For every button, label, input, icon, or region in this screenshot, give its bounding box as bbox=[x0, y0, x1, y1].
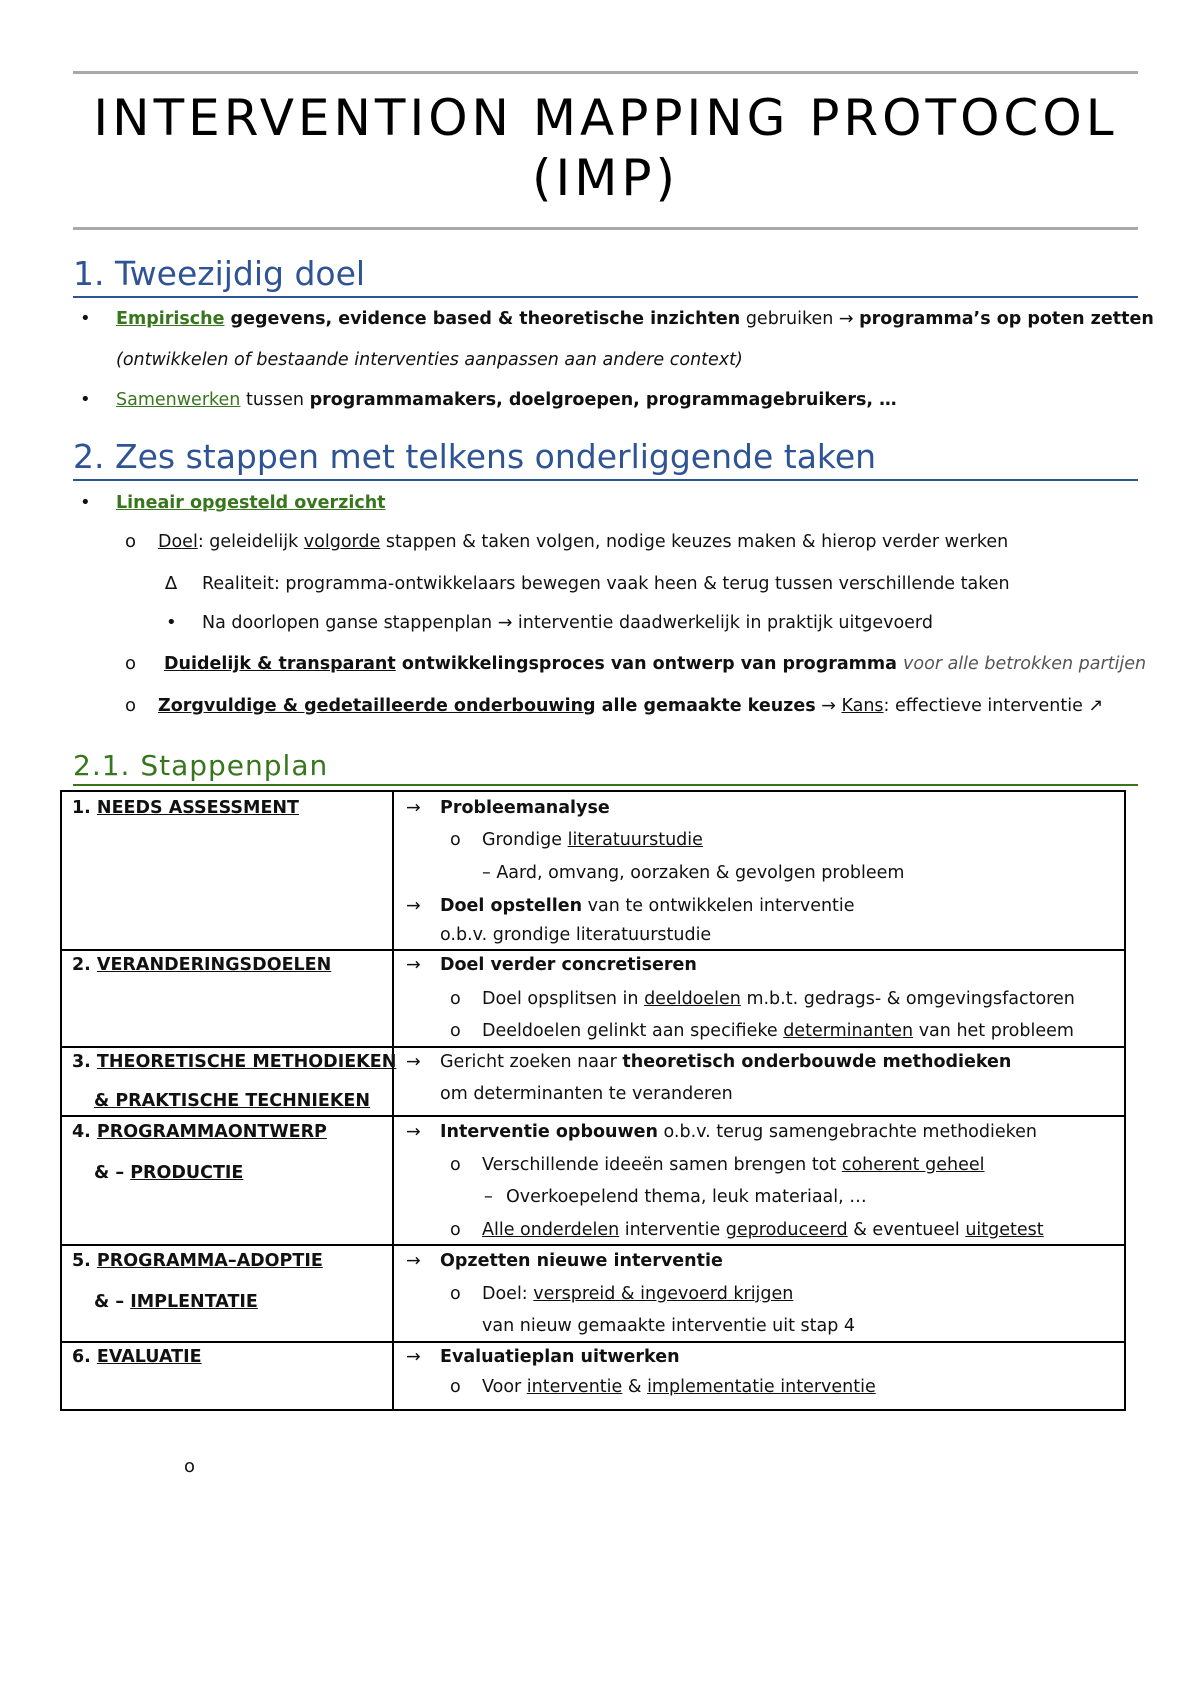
heading-stappenplan: 2.1. Stappenplan bbox=[73, 749, 1138, 786]
row-text: o.b.v. grondige literatuurstudie bbox=[440, 925, 712, 945]
text-doel: Doel bbox=[158, 532, 198, 552]
row-text-part: Voor bbox=[482, 1377, 527, 1397]
arrow-icon: → bbox=[406, 896, 421, 916]
row-text bbox=[440, 894, 855, 918]
row-text-part: literatuurstudie bbox=[567, 830, 703, 850]
bullet-icon: • bbox=[80, 492, 91, 513]
title-rule-top bbox=[73, 71, 1138, 74]
table-row bbox=[61, 1116, 1125, 1245]
list-item-doel bbox=[158, 530, 1008, 554]
row-text-part: & bbox=[622, 1377, 648, 1397]
row-text bbox=[440, 1120, 1037, 1144]
table-cell-description bbox=[393, 791, 1125, 950]
row-text-part: Doel: bbox=[482, 1284, 534, 1304]
text-samenwerken: Samenwerken bbox=[116, 390, 241, 410]
step-label bbox=[72, 1120, 327, 1144]
step-name: & PRAKTISCHE TECHNIEKEN bbox=[94, 1091, 371, 1111]
step-number: 4. bbox=[72, 1122, 97, 1142]
text-kans: Kans bbox=[841, 696, 884, 716]
row-text-part: verspreid & ingevoerd krijgen bbox=[533, 1284, 794, 1304]
text-gemaakte-keuzes: alle gemaakte keuzes bbox=[595, 696, 816, 716]
arrow-icon: → bbox=[406, 1122, 421, 1142]
row-text: Overkoepelend thema, leuk materiaal, … bbox=[506, 1187, 867, 1207]
list-item-duidelijk bbox=[164, 652, 1146, 676]
step-name: THEORETISCHE METHODIEKEN bbox=[96, 1052, 397, 1072]
table-cell-step bbox=[61, 1342, 393, 1410]
arrow-icon: → bbox=[406, 1052, 421, 1072]
bullet-icon: • bbox=[80, 389, 91, 410]
row-text-part: interventie bbox=[526, 1377, 623, 1397]
list-item-zorgvuldig bbox=[158, 694, 1103, 718]
circle-bullet-icon: o bbox=[125, 531, 137, 552]
text-betrokken-partijen: voor alle betrokken partijen bbox=[903, 654, 1147, 674]
step-label-line-2 bbox=[94, 1161, 243, 1185]
step-name: NEEDS ASSESSMENT bbox=[96, 798, 299, 818]
text-gegevens: gegevens, evidence based & theoretische inzichten bbox=[224, 309, 741, 329]
row-text: Opzetten nieuwe interventie bbox=[440, 1251, 723, 1271]
row-text-part: Doel opsplitsen in bbox=[482, 989, 645, 1009]
circle-bullet-icon: o bbox=[450, 830, 461, 850]
row-text-part: & eventueel bbox=[847, 1220, 966, 1240]
step-number: 6. bbox=[72, 1347, 97, 1367]
row-text-part: uitgetest bbox=[965, 1220, 1044, 1240]
circle-bullet-icon: o bbox=[125, 653, 137, 674]
row-text bbox=[482, 828, 703, 852]
table-cell-description bbox=[393, 1116, 1125, 1245]
row-text-part: Deeldoelen gelinkt aan specifieke bbox=[482, 1021, 784, 1041]
step-number: 5. bbox=[72, 1251, 97, 1271]
circle-bullet-icon: o bbox=[450, 1220, 461, 1240]
table-row bbox=[61, 1342, 1125, 1410]
title-line-2: (IMP) bbox=[531, 149, 680, 207]
list-item-lineair: Lineair opgesteld overzicht bbox=[116, 493, 386, 513]
table-row bbox=[61, 791, 1125, 950]
delta-icon: ∆ bbox=[165, 573, 178, 594]
step-number: 3. bbox=[72, 1052, 97, 1072]
row-text: Doel verder concretiseren bbox=[440, 955, 697, 975]
row-text-part: Alle onderdelen bbox=[482, 1220, 620, 1240]
bullet-icon: • bbox=[166, 612, 177, 633]
table-cell-description bbox=[393, 1342, 1125, 1410]
list-item-samenwerken bbox=[116, 388, 897, 412]
row-text: – Aard, omvang, oorzaken & gevolgen probleem bbox=[482, 863, 905, 883]
row-text-part: interventie bbox=[619, 1220, 726, 1240]
row-text bbox=[482, 1375, 876, 1399]
table-row bbox=[61, 1245, 1125, 1342]
circle-bullet-icon: o bbox=[450, 1284, 461, 1304]
bullet-icon: • bbox=[80, 308, 91, 329]
circle-bullet-icon: o bbox=[184, 1456, 196, 1477]
step-label bbox=[72, 1249, 323, 1273]
title-rule-bottom bbox=[73, 227, 1138, 230]
step-label-line-2 bbox=[94, 1089, 370, 1113]
step-name-part: IMPLENTATIE bbox=[130, 1292, 258, 1312]
row-text-part: van te ontwikkelen interventie bbox=[582, 896, 855, 916]
row-text bbox=[482, 1218, 1044, 1242]
arrow-icon: → bbox=[406, 1251, 421, 1271]
list-item-doorlopen: Na doorlopen ganse stappenplan → interventie daadwerkelijk in praktijk uitgevoerd bbox=[202, 613, 933, 633]
step-name: PROGRAMMAONTWERP bbox=[96, 1122, 327, 1142]
row-text-part: van het probleem bbox=[913, 1021, 1074, 1041]
step-name-part: PRODUCTIE bbox=[130, 1163, 244, 1183]
text-ontwikkelingsproces: ontwikkelingsproces van ontwerp van programma bbox=[395, 654, 904, 674]
row-text-part: coherent geheel bbox=[841, 1155, 985, 1175]
text-stappen: stappen & taken volgen, nodige keuzes maken & hierop verder werken bbox=[380, 532, 1009, 552]
circle-bullet-icon: o bbox=[450, 989, 461, 1009]
row-text bbox=[482, 1282, 793, 1306]
text-programmas: programma’s op poten zetten bbox=[859, 309, 1154, 329]
row-text-part: Interventie opbouwen bbox=[440, 1122, 658, 1142]
row-text: Probleemanalyse bbox=[440, 798, 610, 818]
text-empirische: Empirische bbox=[116, 309, 225, 329]
list-item-empirische bbox=[116, 307, 1154, 331]
circle-bullet-icon: o bbox=[450, 1155, 461, 1175]
dash-icon: – bbox=[484, 1187, 493, 1207]
document-title bbox=[73, 88, 1138, 208]
circle-bullet-icon: o bbox=[450, 1377, 461, 1397]
arrow-icon: → bbox=[406, 955, 421, 975]
row-text bbox=[440, 1050, 1011, 1074]
title-line-1: INTERVENTION MAPPING PROTOCOL bbox=[93, 89, 1118, 147]
row-text: om determinanten te veranderen bbox=[440, 1084, 733, 1104]
table-cell-step bbox=[61, 1245, 393, 1342]
table-cell-step bbox=[61, 1116, 393, 1245]
row-text-part: m.b.t. gedrags- & omgevingsfactoren bbox=[740, 989, 1075, 1009]
text-gebruiken: gebruiken → bbox=[740, 309, 860, 329]
text-programmamakers: programmamakers, doelgroepen, programmagebruikers, … bbox=[309, 390, 897, 410]
text-arrow: → bbox=[815, 696, 842, 716]
text-tussen: tussen bbox=[240, 390, 310, 410]
row-text: Evaluatieplan uitwerken bbox=[440, 1347, 680, 1367]
text-effectieve: : effectieve interventie ↗ bbox=[883, 696, 1104, 716]
row-text-part: Grondige bbox=[482, 830, 568, 850]
step-label-line-2 bbox=[94, 1290, 258, 1314]
row-text-part: implementatie interventie bbox=[647, 1377, 876, 1397]
step-label bbox=[72, 796, 299, 820]
row-text-part: geproduceerd bbox=[725, 1220, 848, 1240]
stappenplan-table bbox=[60, 790, 1126, 1411]
list-item-realiteit: Realiteit: programma-ontwikkelaars bewegen vaak heen & terug tussen verschillende taken bbox=[202, 574, 1010, 594]
step-name: VERANDERINGSDOELEN bbox=[96, 955, 332, 975]
step-name-part: & – bbox=[94, 1163, 131, 1183]
step-label bbox=[72, 953, 331, 977]
row-text bbox=[482, 1019, 1074, 1043]
text-duidelijk: Duidelijk & transparant bbox=[164, 654, 396, 674]
text-volgorde: volgorde bbox=[303, 532, 381, 552]
step-label bbox=[72, 1050, 396, 1074]
table-cell-description bbox=[393, 950, 1125, 1047]
row-text-part: theoretisch onderbouwde methodieken bbox=[622, 1052, 1012, 1072]
step-number: 1. bbox=[72, 798, 97, 818]
table-cell-step bbox=[61, 950, 393, 1047]
table-row bbox=[61, 950, 1125, 1047]
table-cell-step bbox=[61, 1047, 397, 1116]
table-cell-description bbox=[393, 1047, 1125, 1116]
step-label bbox=[72, 1345, 202, 1369]
heading-tweezijdig-doel: 1. Tweezijdig doel bbox=[73, 254, 1138, 298]
row-text-part: Gericht zoeken naar bbox=[440, 1052, 623, 1072]
row-text: van nieuw gemaakte interventie uit stap 4 bbox=[482, 1316, 856, 1336]
arrow-icon: → bbox=[406, 798, 421, 818]
step-number: 2. bbox=[72, 955, 97, 975]
row-text-part: o.b.v. terug samengebrachte methodieken bbox=[657, 1122, 1037, 1142]
heading-zes-stappen: 2. Zes stappen met telkens onderliggende taken bbox=[73, 437, 1138, 481]
text-geleidelijk: : geleidelijk bbox=[197, 532, 304, 552]
row-text-part: Verschillende ideeën samen brengen tot bbox=[482, 1155, 842, 1175]
row-text bbox=[482, 987, 1075, 1011]
row-text-part: Doel opstellen bbox=[440, 896, 583, 916]
circle-bullet-icon: o bbox=[450, 1021, 461, 1041]
table-cell-step bbox=[61, 791, 393, 950]
arrow-icon: → bbox=[406, 1347, 421, 1367]
step-name: EVALUATIE bbox=[96, 1347, 202, 1367]
step-name-part: & – bbox=[94, 1292, 131, 1312]
list-item-subtext: (ontwikkelen of bestaande interventies aanpassen aan andere context) bbox=[116, 350, 743, 370]
table-cell-description bbox=[393, 1245, 1125, 1342]
row-text bbox=[482, 1153, 984, 1177]
row-text-part: determinanten bbox=[783, 1021, 914, 1041]
text-zorgvuldig: Zorgvuldige & gedetailleerde onderbouwing bbox=[158, 696, 596, 716]
circle-bullet-icon: o bbox=[125, 695, 137, 716]
step-name: PROGRAMMA–ADOPTIE bbox=[96, 1251, 323, 1271]
row-text-part: deeldoelen bbox=[644, 989, 741, 1009]
table-row bbox=[61, 1047, 1125, 1116]
